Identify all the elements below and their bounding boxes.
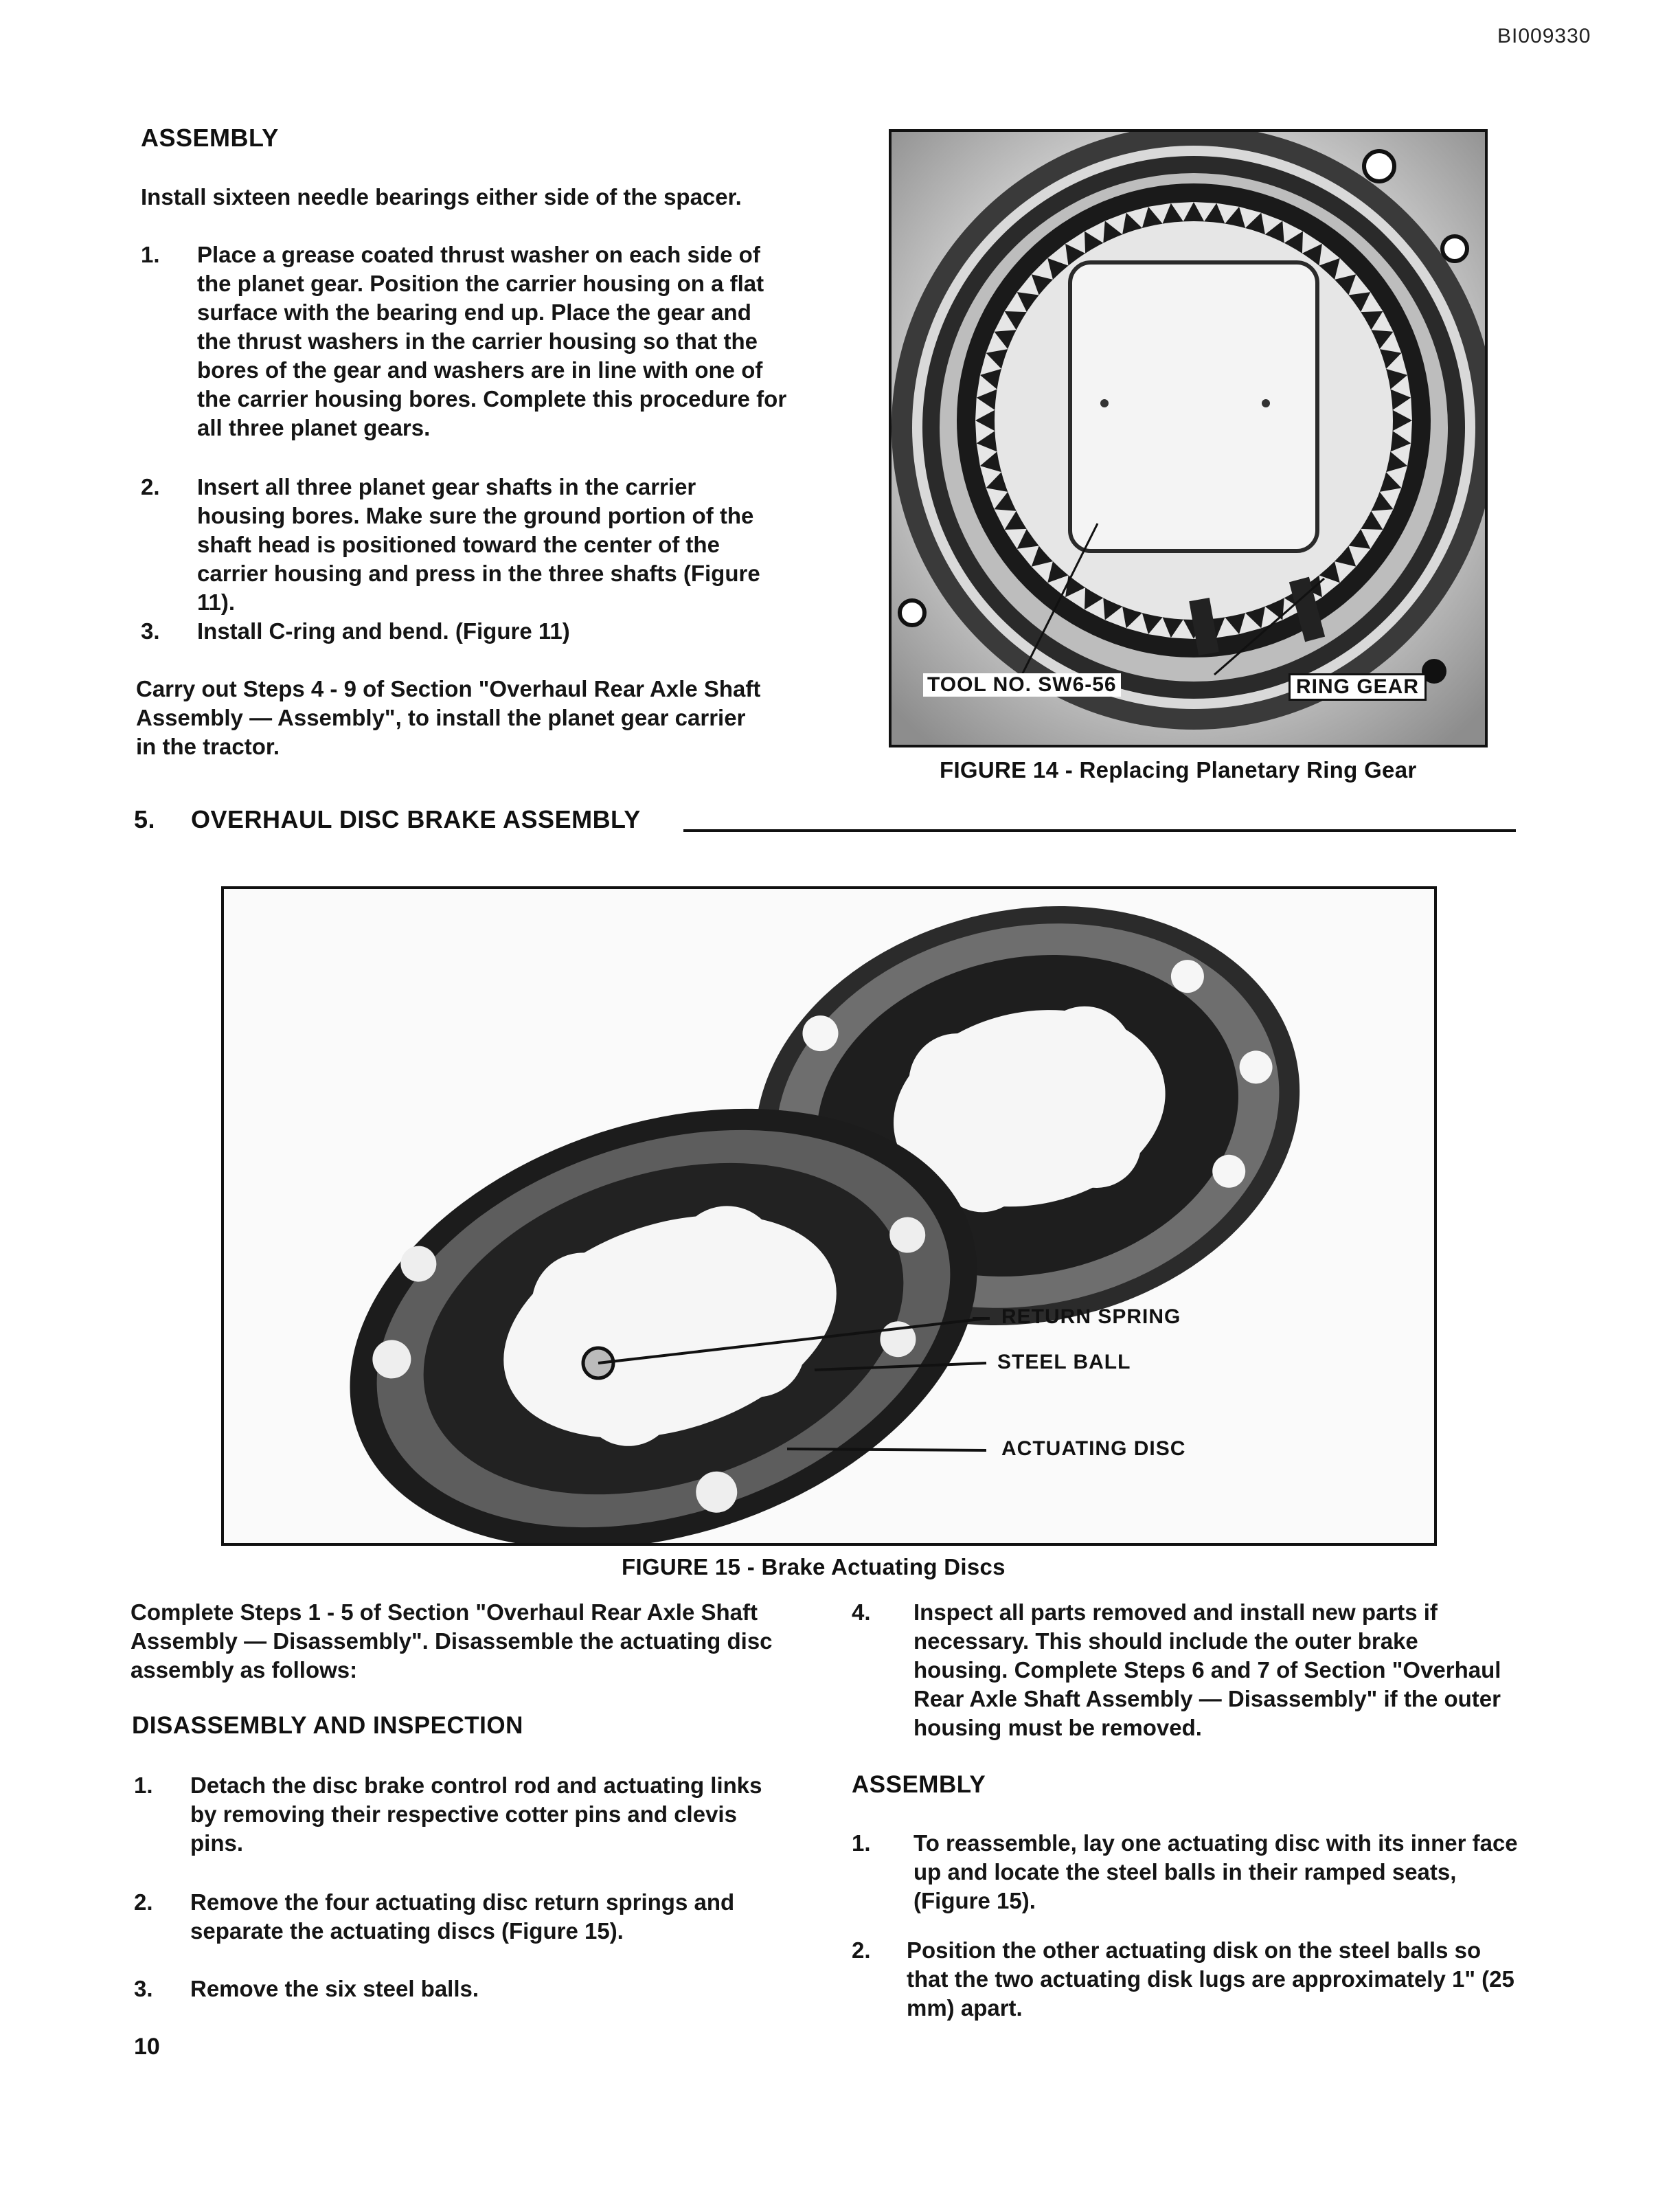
assembly-heading: ASSEMBLY <box>141 124 279 152</box>
ring-gear-illustration <box>892 132 1485 745</box>
section-rule <box>683 829 1516 832</box>
step-text: Insert all three planet gear shafts in the carrier housing bores. Make sure the ground portion of the shaft head is positioned toward the center of the carrier housing and press in the three shafts (Figure 11). <box>197 474 760 615</box>
step-text: Position the other actuating disk on the steel balls so that the two actuating disk lugs are approximately 1" (25 mm) apart. <box>907 1937 1514 2021</box>
step-number: 2. <box>852 1937 871 1963</box>
reassembly-heading: ASSEMBLY <box>852 1771 986 1798</box>
label-tool-number: TOOL NO. SW6-56 <box>923 673 1121 697</box>
label-actuating-disc: ACTUATING DISC <box>1001 1437 1186 1460</box>
section-5-title: OVERHAUL DISC BRAKE ASSEMBLY <box>191 805 641 833</box>
step-number: 1. <box>141 242 160 267</box>
figure-15-caption: FIGURE 15 - Brake Actuating Discs <box>622 1554 1006 1579</box>
step-text: Install C-ring and bend. (Figure 11) <box>197 618 570 644</box>
document-id: BI009330 <box>1497 25 1591 47</box>
page-number: 10 <box>134 2034 160 2060</box>
figure-15-photo <box>221 886 1437 1546</box>
section-5-number: 5. <box>134 805 156 833</box>
figure-14-caption: FIGURE 14 - Replacing Planetary Ring Gear <box>940 757 1417 783</box>
assembly-closing: Carry out Steps 4 - 9 of Section "Overhaul Rear Axle Shaft Assembly — Assembly", to install the planet gear carrier in the tractor. <box>136 676 761 759</box>
label-ring-gear: RING GEAR <box>1289 673 1427 701</box>
step-text: To reassemble, lay one actuating disc with its inner face up and locate the steel balls in their ramped seats, (Figure 15). <box>913 1830 1518 1913</box>
figure-14-photo <box>889 129 1488 747</box>
step-text: Place a grease coated thrust washer on each side of the planet gear. Position the carrier housing on a flat surface with the bearing end up. Place the gear and the thrust washers in the carrier housing so that the bores of the gear and washers are in line with one of the carrier housing bores. Complete this procedure for all three planet gears. <box>197 242 787 440</box>
step-text: Detach the disc brake control rod and actuating links by removing their respective cotter pins and clevis pins. <box>190 1773 762 1856</box>
step-text: Remove the six steel balls. <box>190 1976 479 2001</box>
step-number: 1. <box>852 1830 871 1856</box>
brake-discs-illustration <box>224 889 1434 1543</box>
step-number: 2. <box>134 1889 153 1915</box>
step-number: 4. <box>852 1599 871 1625</box>
step-number: 3. <box>134 1976 153 2001</box>
assembly-intro: Install sixteen needle bearings either side of the spacer. <box>141 184 742 210</box>
label-steel-ball: STEEL BALL <box>997 1351 1131 1373</box>
step-text: Remove the four actuating disc return springs and separate the actuating discs (Figure 15). <box>190 1889 735 1944</box>
step-number: 3. <box>141 618 160 644</box>
step-number: 2. <box>141 474 160 499</box>
step-number: 1. <box>134 1773 153 1798</box>
label-return-spring: RETURN SPRING <box>1001 1305 1181 1328</box>
step-text: Inspect all parts removed and install new parts if necessary. This should include the outer brake housing. Complete Steps 6 and 7 of Section "Overhaul Rear Axle Shaft Assembly — Disassembly" if the outer housing must be removed. <box>913 1599 1501 1740</box>
disassembly-intro: Complete Steps 1 - 5 of Section "Overhaul Rear Axle Shaft Assembly — Disassembly". Disassemble the actuating disc assembly as follows: <box>130 1599 773 1683</box>
disassembly-heading: DISASSEMBLY AND INSPECTION <box>132 1712 523 1739</box>
